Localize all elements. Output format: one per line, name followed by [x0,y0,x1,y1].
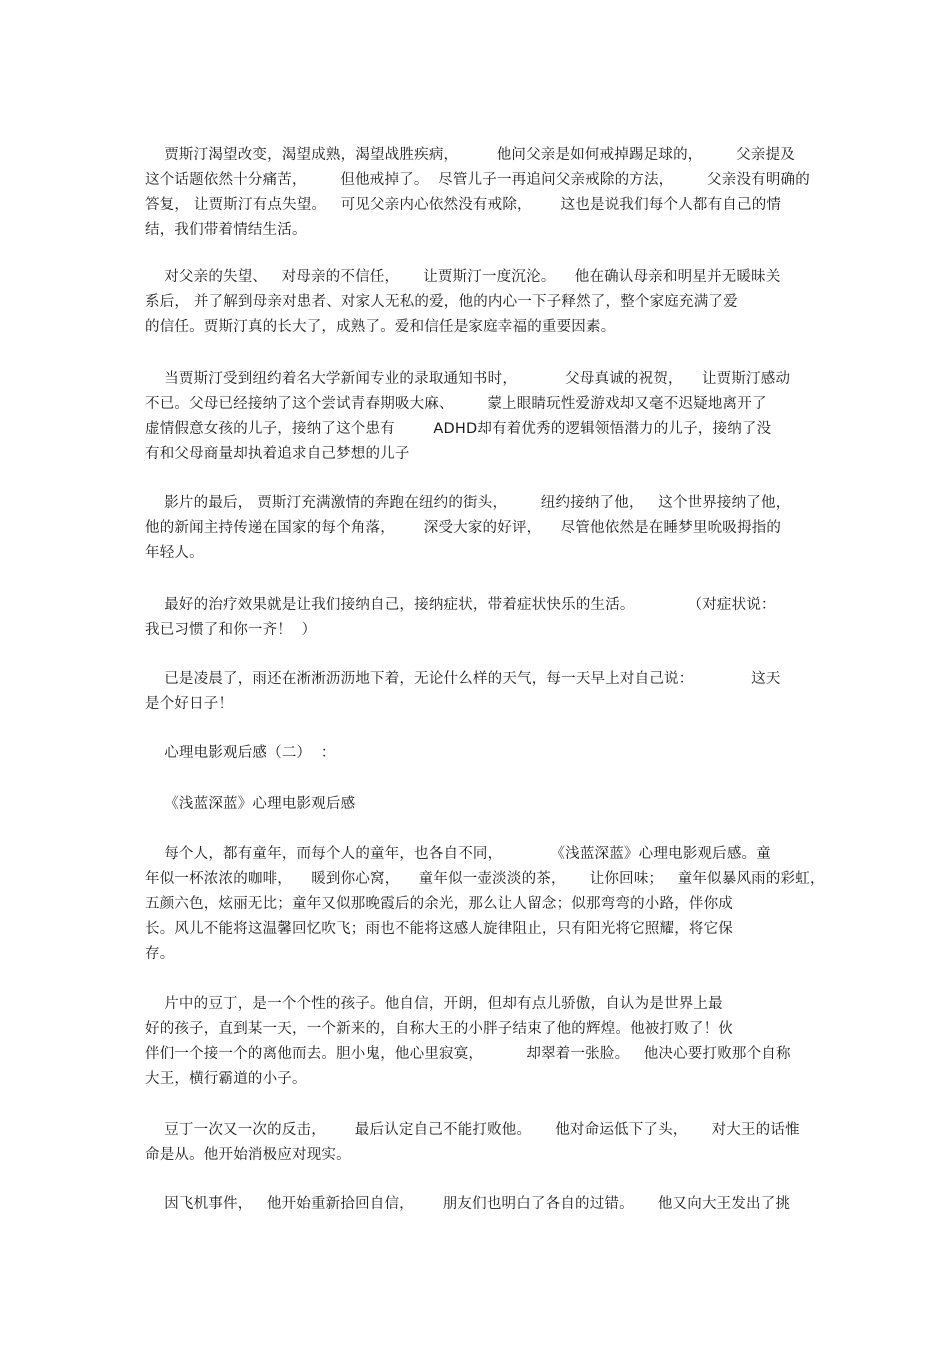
text-line: 最好的治疗效果就是让我们接纳自己，接纳症状，带着症状快乐的生活。 （对症状说： [145,597,776,613]
text-line: 存。 [145,946,175,962]
text-line: 年似一杯浓浓的咖啡， 暖到你心窝， 童年似一壶淡淡的茶， 让你回味； 童年似暴风雨的彩虹， [145,871,825,887]
text-line: 因飞机事件， 他开始重新拾回自信， 朋友们也明白了各自的过错。 他又向大王发出了挑 [145,1196,791,1212]
text-line: 贾斯汀渴望改变，渴望成熟，渴望战胜疾病， 他问父亲是如何戒掉踢足球的， 父亲提及 [145,147,795,163]
text-line: 当贾斯汀受到纽约着名大学新闻专业的录取通知书时， 父母真诚的祝贺， 让贾斯汀感动 [145,371,791,387]
text-line: 年轻人。 [145,545,204,561]
text-line: 长。风儿不能将这温馨回忆吹飞；雨也不能将这感人旋律阻止，只有阳光将它照耀，将它保 [145,921,733,937]
text-line: 心理电影观后感（二） ： [145,745,336,761]
text-line: 虚情假意女孩的儿子，接纳了这个患有 ADHD却有着优秀的逻辑领悟潜力的儿子，接纳了没 [145,421,772,437]
text-line: 每个人，都有童年，而每个人的童年，也各自不同， 《浅蓝深蓝》心理电影观后感。童 [145,846,771,862]
text-line: 结，我们带着情结生活。 [145,222,307,238]
text-line: 命是从。他开始消极应对现实。 [145,1147,351,1163]
text-line: 答复， 让贾斯汀有点失望。 可见父亲内心依然没有戒除， 这也是说我们每个人都有自己的情 [145,197,782,213]
text-line: 已是凌晨了，雨还在淅淅沥沥地下着，无论什么样的天气，每一天早上对自己说： 这天 [145,671,781,687]
text-line: 豆丁一次又一次的反击， 最后认定自己不能打败他。 他对命运低下了头， 对大王的话惟 [145,1122,800,1138]
text-line: 《浅蓝深蓝》心理电影观后感 [145,796,356,812]
text-line: 影片的最后， 贾斯汀充满激情的奔跑在纽约的街头， 纽约接纳了他， 这个世界接纳了他， [145,495,791,511]
text-line: 伴们一个接一个的离他而去。胆小鬼，他心里寂寞， 却翠着一张脸。 他决心要打败那个自称 [145,1046,791,1062]
text-line: 不已。父母已经接纳了这个尝试青春期吸大麻、 蒙上眼睛玩性爱游戏却又毫不迟疑地离开了 [145,396,767,412]
text-line: 系后， 并了解到母亲对患者、对家人无私的爱，他的内心一下子释然了，整个家庭充满了爱 [145,294,738,310]
text-line: 片中的豆丁，是一个个性的孩子。他自信，开朗，但却有点儿骄傲，自认为是世界上最 [145,996,723,1012]
text-line: 五颜六色，炫丽无比；童年又似那晚霞后的余光，那么让人留念；似那弯弯的小路，伴你成 [145,896,733,912]
text-line: 我已习惯了和你一齐！ ） [145,622,317,638]
text-line: 这个话题依然十分痛苦， 但他戒掉了。 尽管儿子一再追问父亲戒除的方法， 父亲没有明确的 [145,172,810,188]
text-line: 他的新闻主持传递在国家的每个角落， 深受大家的好评， 尽管他依然是在睡梦里吮吸拇指的 [145,520,782,536]
text-line: 有和父母商量却执着追求自己梦想的儿子 [145,446,410,462]
text-line: 是个好日子！ [145,696,234,712]
text-line: 好的孩子，直到某一天，一个新来的，自称大王的小胖子结束了他的辉煌。他被打败了！伙 [145,1021,733,1037]
text-line: 大王，横行霸道的小子。 [145,1071,307,1087]
text-line: 的信任。贾斯汀真的长大了，成熟了。爱和信任是家庭幸福的重要因素。 [145,319,616,335]
text-line: 对父亲的失望、 对母亲的不信任， 让贾斯汀一度沉沦。 他在确认母亲和明星并无暖昧关 [145,269,781,285]
